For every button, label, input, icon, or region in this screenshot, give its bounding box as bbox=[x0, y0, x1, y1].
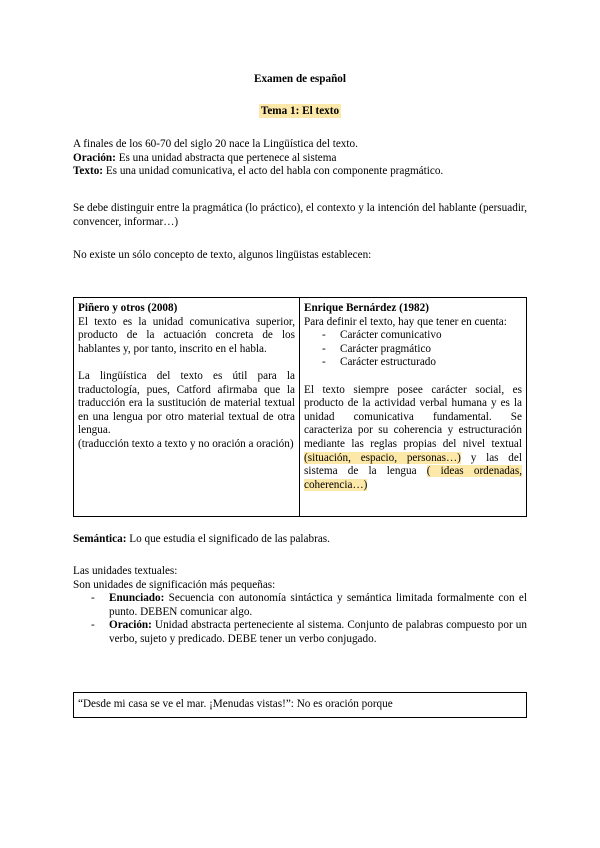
semantica-term: Semántica: bbox=[73, 533, 127, 545]
pinero-p1: El texto es la unidad comunicativa superior, producto de la actuación concreta de los hablantes y, por tanto, inscrito en el habla. bbox=[78, 315, 295, 355]
definitions-table bbox=[73, 297, 527, 517]
table-col-pinero bbox=[74, 298, 300, 516]
oracion-def: Es una unidad abstracta que pertenece al sistema bbox=[115, 151, 337, 164]
table-col-bernardez bbox=[300, 298, 526, 516]
unidades-intro: Son unidades de significación más pequeñas: bbox=[73, 578, 276, 591]
pinero-p3: (traducción texto a texto y no oración a oración) bbox=[78, 437, 294, 450]
list-item: - Carácter pragmático bbox=[322, 343, 522, 357]
texto-definition bbox=[73, 165, 527, 179]
intro-line: A finales de los 60-70 del siglo 20 nace la Lingüística del texto. bbox=[73, 138, 358, 150]
bernardez-intro: Para definir el texto, hay que tener en cuenta: bbox=[304, 315, 507, 328]
enunciado-term: Enunciado: bbox=[109, 592, 165, 605]
list-item bbox=[73, 619, 527, 646]
enunciado-def: Secuencia con autonomía sintáctica y semántica limitada formalmente con el punto. DEBEN comunicar algo. bbox=[109, 592, 527, 618]
semantica-def: Lo que estudia el significado de las palabras. bbox=[126, 533, 330, 545]
bernardez-text-start: El texto siempre posee carácter social, es producto de la actividad verbal humana y es la unidad comunicativa fundamental. Se caracteriza por su coherencia y estructuración mediante las reglas propias del nivel textual bbox=[304, 383, 522, 450]
unidades-heading: Las unidades textuales: bbox=[73, 565, 178, 577]
list-item: - Carácter estructurado bbox=[322, 356, 522, 370]
bernardez-list bbox=[304, 329, 522, 370]
oracion-term: Oración: bbox=[73, 151, 116, 164]
texto-term: Texto: bbox=[73, 165, 104, 178]
concept-paragraph: No existe un sólo concepto de texto, algunos lingüistas establecen: bbox=[73, 249, 372, 261]
texto-def: Es una unidad comunicativa, el acto del habla con componente pragmático. bbox=[103, 165, 444, 178]
highlight-situacion: (situación, espacio, personas…) bbox=[304, 451, 461, 464]
table-header-bernardez: Enrique Bernárdez (1982) bbox=[304, 302, 429, 314]
oracion-definition bbox=[73, 152, 527, 166]
intro-block bbox=[73, 138, 527, 179]
oracion-unit-def: Unidad abstracta perteneciente al sistema. Conjunto de palabras compuesto por un verbo, sujeto y predicado. DEBE tener un verbo conjugado. bbox=[109, 619, 527, 645]
unidades-list bbox=[73, 592, 527, 646]
oracion-unit-term: Oración: bbox=[109, 619, 152, 632]
document-title: Examen de español bbox=[254, 73, 346, 85]
list-item bbox=[73, 592, 527, 619]
bernardez-paragraph bbox=[304, 384, 522, 493]
pinero-p2: La lingüística del texto es útil para la traductología, pues, Catford afirmaba que la traducción era la sustitución de material textual en una lengua por otro material textual de otra lengua. bbox=[78, 369, 295, 437]
bernardez-text-mid: y las del sistema de la lengua bbox=[304, 451, 522, 478]
unidades-block bbox=[73, 565, 527, 647]
table-header-pinero: Piñero y otros (2008) bbox=[78, 302, 178, 314]
semantica-definition bbox=[73, 533, 527, 547]
distinguish-paragraph: Se debe distinguir entre la pragmática (lo práctico), el contexto y la intención del hablante (persuadir, convencer, informar…) bbox=[73, 202, 527, 228]
topic-heading bbox=[0, 105, 600, 119]
list-item: - Carácter comunicativo bbox=[322, 329, 522, 343]
topic-label: Tema 1: El texto bbox=[260, 105, 340, 117]
quote-box: “Desde mi casa se ve el mar. ¡Menudas vistas!”: No es oración porque bbox=[73, 692, 527, 718]
highlight-ideas: ( ideas ordenadas, coherencia…) bbox=[304, 465, 522, 491]
